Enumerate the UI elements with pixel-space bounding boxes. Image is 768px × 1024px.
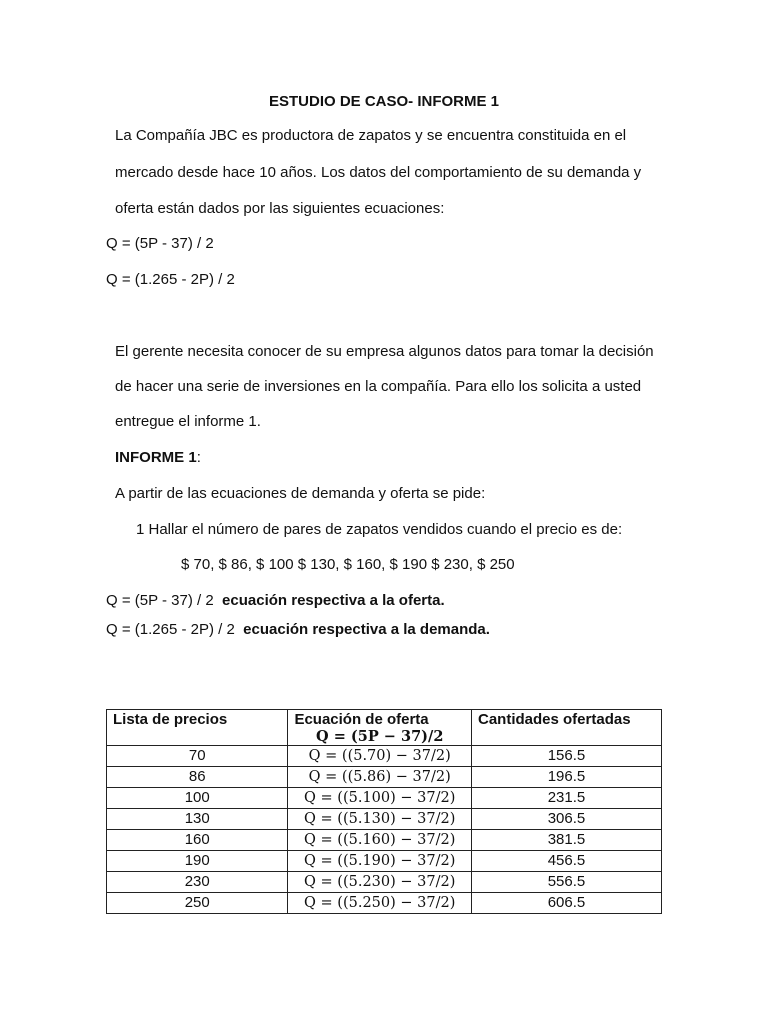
formula-cell: Q = ((5.250) − 37/2) [288, 893, 472, 914]
document-title: ESTUDIO DE CASO- INFORME 1 [268, 93, 500, 110]
demand-equation-label: ecuación respectiva a la demanda. [243, 621, 490, 638]
formula-cell: Q = ((5.86) − 37/2) [288, 767, 472, 788]
quantity-cell: 456.5 [472, 851, 662, 872]
price-cell: 160 [107, 830, 288, 851]
demand-equation-line [106, 621, 490, 638]
instruction-text: A partir de las ecuaciones de demanda y oferta se pide: [115, 485, 486, 502]
price-cell: 100 [107, 788, 288, 809]
quantity-cell: 306.5 [472, 809, 662, 830]
informe-label: INFORME 1 [115, 449, 197, 466]
header-quantities: Cantidades ofertadas [472, 710, 662, 746]
quantity-cell: 156.5 [472, 746, 662, 767]
quantity-cell: 556.5 [472, 872, 662, 893]
informe-heading [115, 449, 201, 466]
price-cell: 86 [107, 767, 288, 788]
supply-equation: Q = (5P - 37) / 2 [106, 592, 214, 609]
table-row [107, 746, 662, 767]
supply-table [106, 709, 662, 914]
price-cell: 130 [107, 809, 288, 830]
table-row [107, 767, 662, 788]
manager-line-1: El gerente necesita conocer de su empresa algunos datos para tomar la decisión [115, 343, 654, 360]
demand-equation: Q = (1.265 - 2P) / 2 [106, 621, 235, 638]
intro-line-1: La Compañía JBC es productora de zapatos y se encuentra constituida en el [115, 127, 627, 144]
price-cell: 190 [107, 851, 288, 872]
header-equation [288, 710, 472, 746]
intro-line-3: oferta están dados por las siguientes ecuaciones: [115, 200, 445, 217]
manager-line-3: entregue el informe 1. [115, 413, 261, 430]
price-cell: 230 [107, 872, 288, 893]
table-row [107, 893, 662, 914]
price-cell: 250 [107, 893, 288, 914]
table-row [107, 830, 662, 851]
formula-cell: Q = ((5.190) − 37/2) [288, 851, 472, 872]
equation-supply: Q = (5P - 37) / 2 [106, 235, 214, 252]
table-row [107, 872, 662, 893]
formula-cell: Q = ((5.230) − 37/2) [288, 872, 472, 893]
prices-list: $ 70, $ 86, $ 100 $ 130, $ 160, $ 190 $ 230, $ 250 [181, 556, 515, 573]
table-row [107, 788, 662, 809]
numbered-item-1: 1 Hallar el número de pares de zapatos vendidos cuando el precio es de: [136, 521, 623, 538]
formula-cell: Q = ((5.70) − 37/2) [288, 746, 472, 767]
equation-demand: Q = (1.265 - 2P) / 2 [106, 271, 235, 288]
supply-equation-label: ecuación respectiva a la oferta. [222, 592, 445, 609]
quantity-cell: 606.5 [472, 893, 662, 914]
quantity-cell: 381.5 [472, 830, 662, 851]
quantity-cell: 196.5 [472, 767, 662, 788]
price-cell: 70 [107, 746, 288, 767]
header-equation-formula: Q = (5P − 37)/2 [316, 728, 444, 745]
intro-line-2: mercado desde hace 10 años. Los datos del comportamiento de su demanda y [115, 164, 642, 181]
table-row [107, 851, 662, 872]
manager-line-2: de hacer una serie de inversiones en la compañía. Para ello los solicita a usted [115, 378, 642, 395]
supply-equation-line [106, 592, 445, 609]
table-header-row [107, 710, 662, 746]
quantity-cell: 231.5 [472, 788, 662, 809]
header-prices: Lista de precios [107, 710, 288, 746]
formula-cell: Q = ((5.130) − 37/2) [288, 809, 472, 830]
informe-colon: : [196, 449, 201, 466]
formula-cell: Q = ((5.160) − 37/2) [288, 830, 472, 851]
formula-cell: Q = ((5.100) − 37/2) [288, 788, 472, 809]
header-equation-label: Ecuación de oferta [294, 711, 429, 728]
table-row [107, 809, 662, 830]
